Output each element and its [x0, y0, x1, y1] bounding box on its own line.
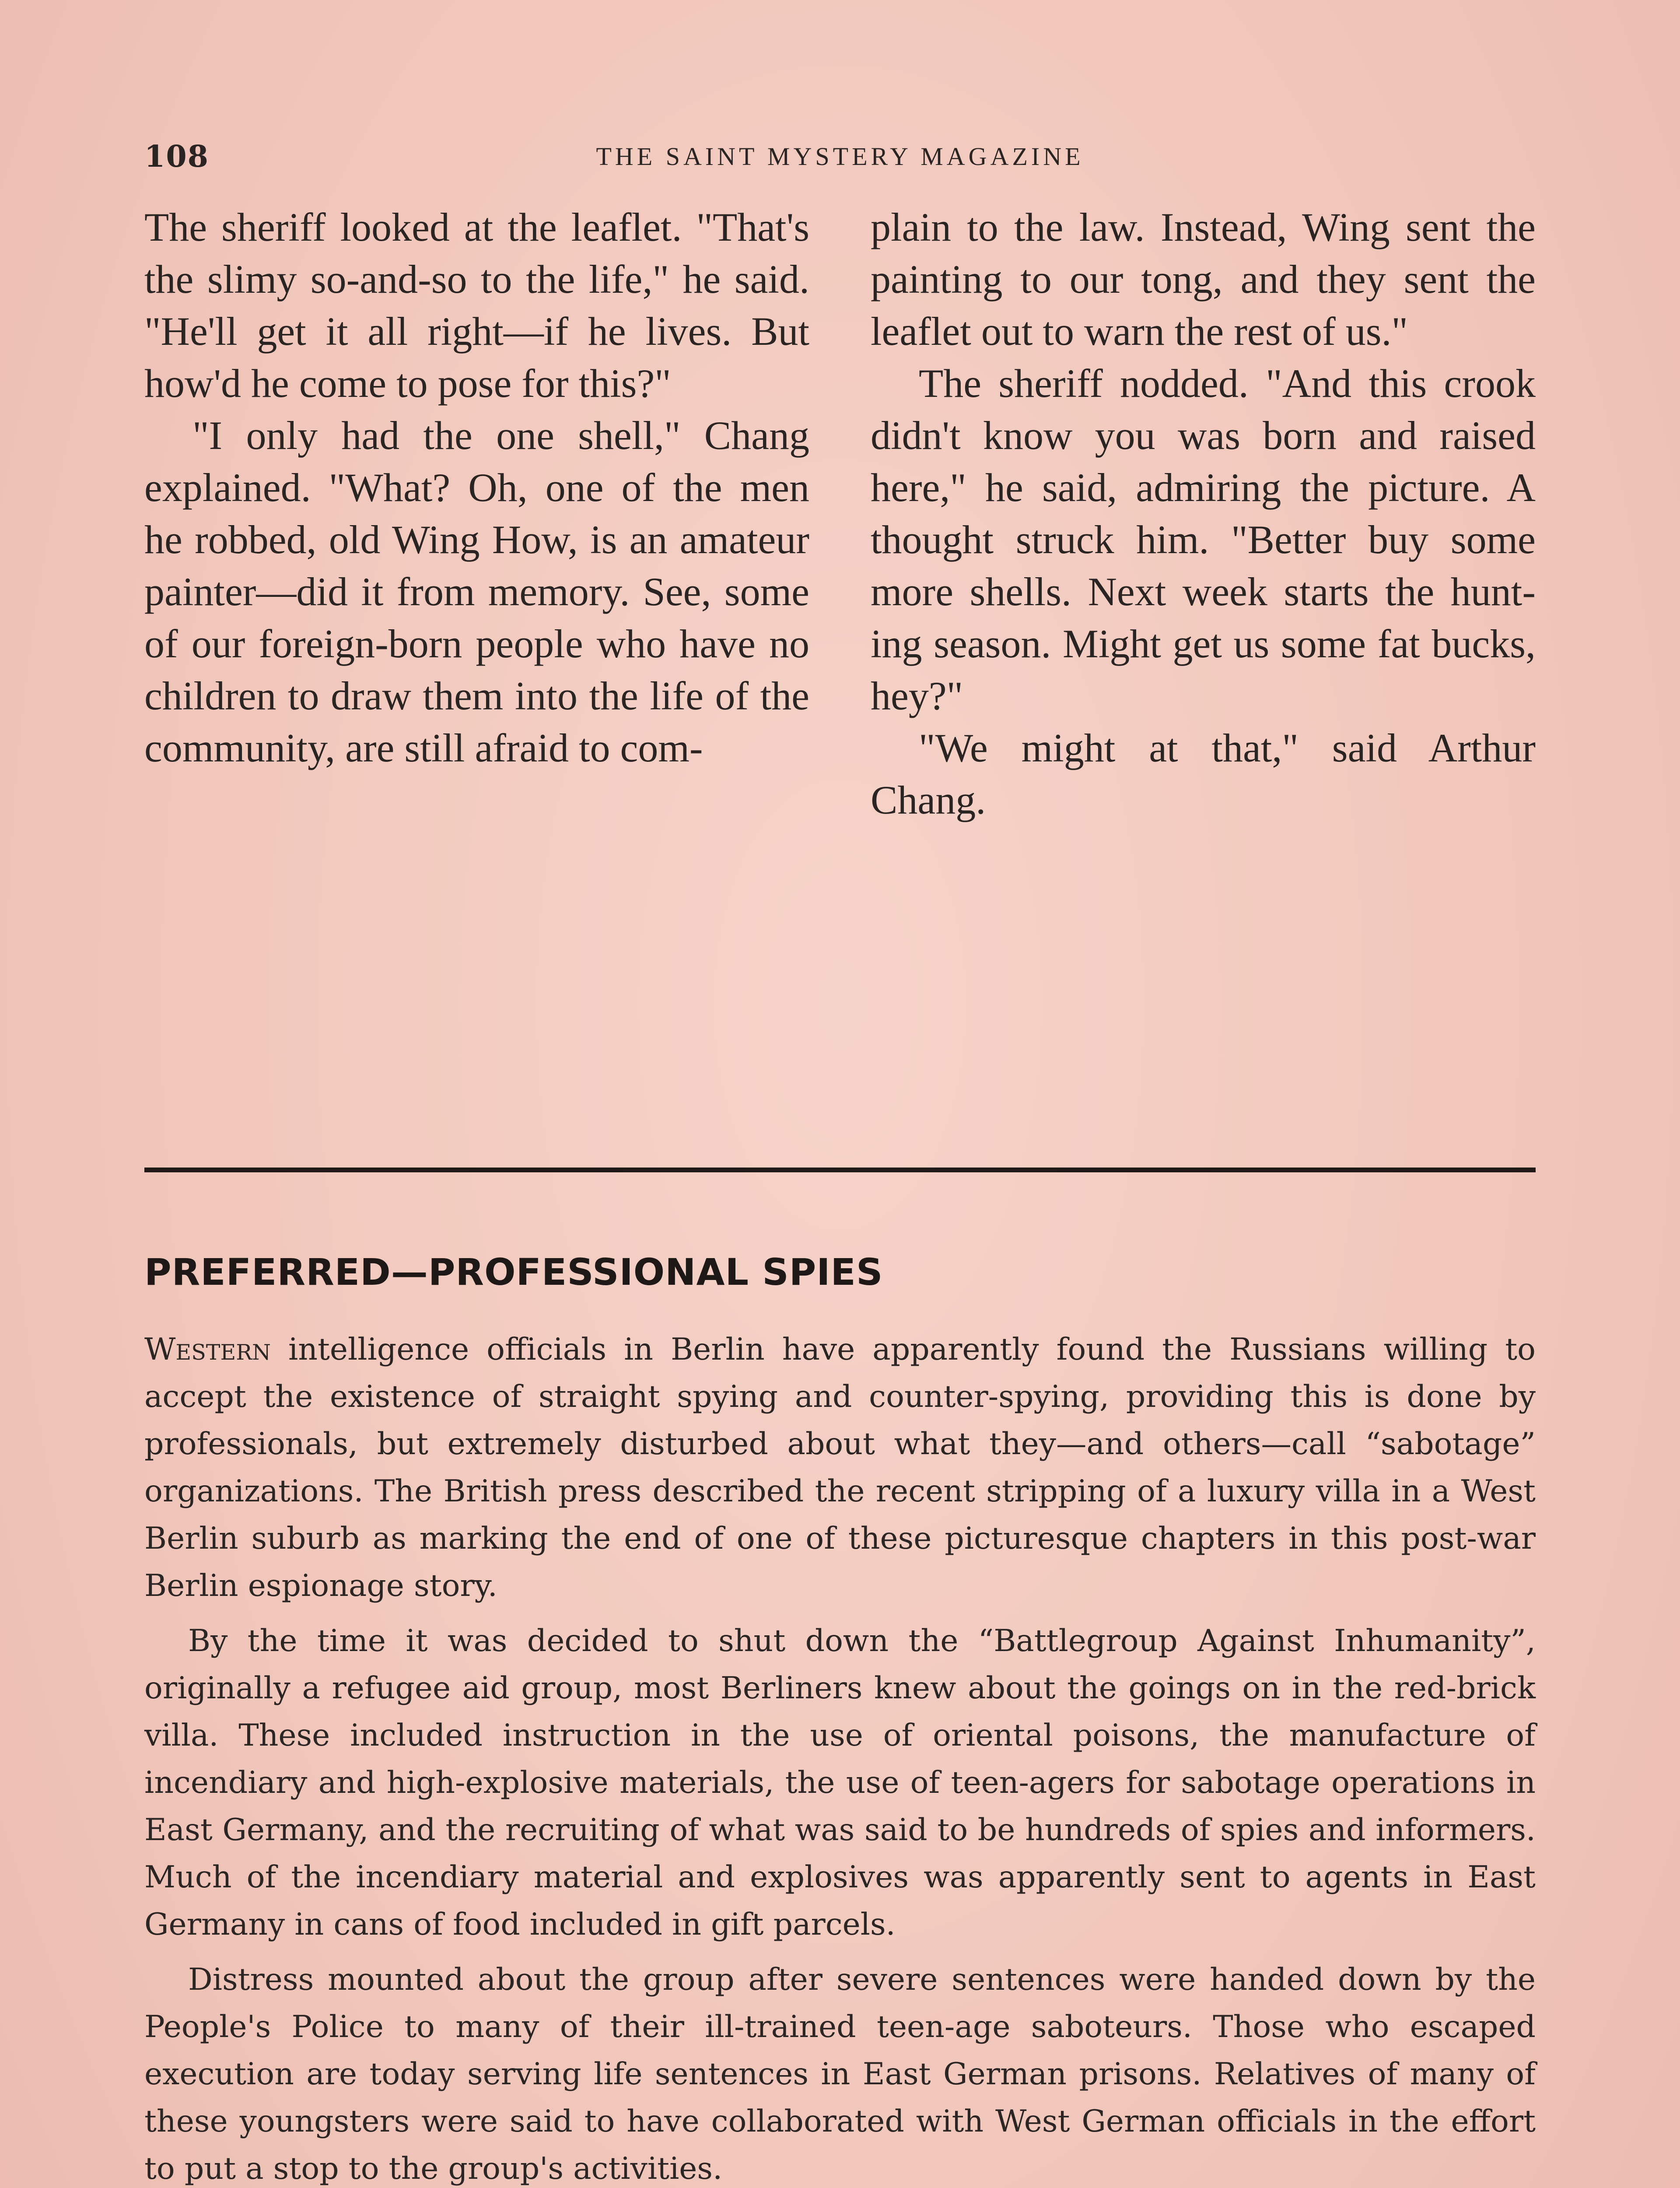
article-paragraph [144, 1326, 1536, 1609]
section-divider [144, 1168, 1536, 1172]
story-paragraph: "We might at that," said Arthur Chang. [871, 726, 1536, 822]
article-body [144, 1326, 1536, 2188]
magazine-title: THE SAINT MYSTERY MAGAZINE [596, 142, 1084, 171]
story-paragraph: The sheriff looked at the leaflet. "That's the slimy so-and-so to the life," he said. "He'll get it all right—if he lives. But how'd he come to pose for this?" [144, 205, 809, 406]
running-head [144, 139, 1536, 179]
article-paragraph-text: intelligence officials in Berlin have apparently found the Russians willing to accept the existence of straight spying and counter-spying, providing this is done by professionals, but extremely disturbed about what they—and others—call “sabotage” organizations. The British press described the recent stripping of a luxury villa in a West Berlin suburb as marking the end of one of these picturesque chapters in this post-war Berlin espionage story. [144, 1332, 1536, 1603]
story-column-right [871, 201, 1536, 826]
story-paragraph: The sheriff nodded. "And this crook didn't know you was born and raised here," he said, admiring the picture. A thought struck him. "Better buy some more shells. Next week starts the hunting season. Might get us some fat bucks, hey?" [871, 361, 1536, 718]
story-paragraph: "I only had the one shell," Chang explained. "What? Oh, one of the men he robbed, old Wing How, is an amateur painter—did it from memory. See, some of our foreign-born people who have no children to draw them into the life of the community, are still afraid to com- [144, 413, 809, 770]
page-number: 108 [144, 139, 209, 174]
article-heading: PREFERRED—PROFESSIONAL SPIES [144, 1251, 883, 1294]
article-paragraph: Distress mounted about the group after severe sentences were handed down by the People's Police to many of their ill-trained teen-age saboteurs. Those who escaped execution are today serving life sentences in East German prisons. Relatives of many of these youngsters were said to have collaborated with West German officials in the effort to put a stop to the group's activities. [144, 1962, 1536, 2186]
story-column-left [144, 201, 809, 826]
story-columns [144, 201, 1536, 826]
lead-word: Western [144, 1332, 271, 1367]
article-paragraph: By the time it was decided to shut down the “Battlegroup Against Inhumanity”, originally a refugee aid group, most Berliners knew about the goings on in the red-brick villa. These included instruction in the use of oriental poisons, the manufacture of incendiary and high-explosive materials, the use of teen-agers for sabotage operations in East Germany, and the recruiting of what was said to be hundreds of spies and informers. Much of the incendiary material and explosives was apparently sent to agents in East Germany in cans of food included in gift parcels. [144, 1623, 1536, 1942]
story-paragraph: plain to the law. Instead, Wing sent the painting to our tong, and they sent the leaflet out to warn the rest of us." [871, 205, 1536, 354]
